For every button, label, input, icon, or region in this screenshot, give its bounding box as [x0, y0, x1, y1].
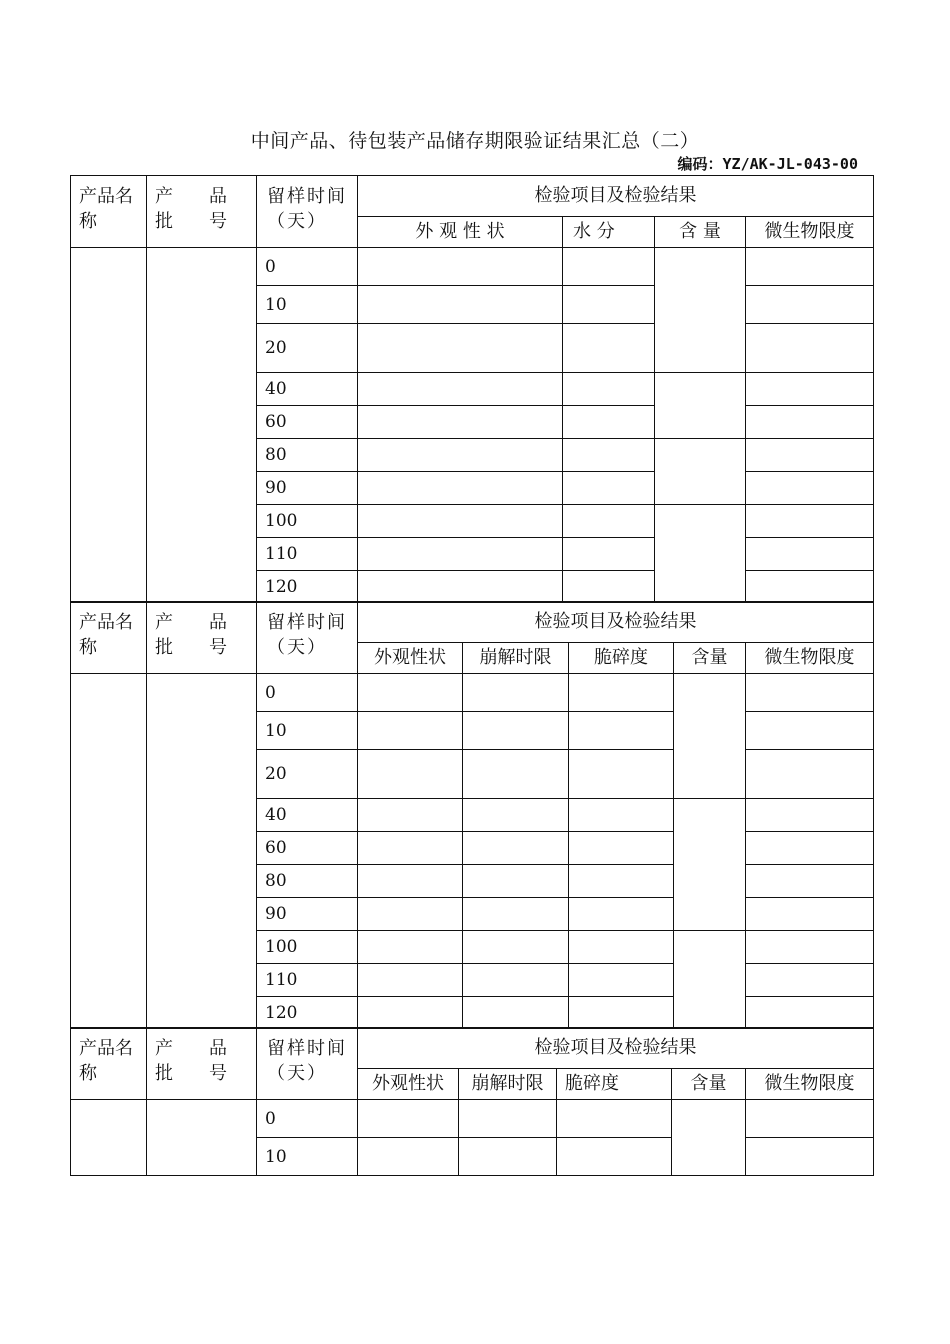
header-friability: 脆碎度: [569, 643, 674, 674]
cell-friability[interactable]: [569, 997, 674, 1029]
cell-microbial[interactable]: [746, 712, 874, 750]
cell-microbial[interactable]: [746, 286, 874, 324]
cell-microbial[interactable]: [746, 898, 874, 931]
header-microbial-limit: 微生物限度: [746, 643, 874, 674]
cell-content[interactable]: [674, 931, 746, 1029]
cell-batch-number[interactable]: [147, 248, 257, 603]
cell-friability[interactable]: [557, 1100, 672, 1138]
cell-appearance[interactable]: [358, 997, 463, 1029]
cell-product-name[interactable]: [71, 1100, 147, 1176]
cell-microbial[interactable]: [746, 1138, 874, 1176]
cell-disintegration[interactable]: [463, 898, 569, 931]
cell-microbial[interactable]: [746, 865, 874, 898]
day-label: 120: [257, 997, 358, 1029]
cell-appearance[interactable]: [358, 1100, 459, 1138]
cell-appearance[interactable]: [358, 931, 463, 964]
header-inspection-group: 检验项目及检验结果: [358, 602, 874, 643]
cell-appearance[interactable]: [358, 571, 563, 603]
cell-microbial[interactable]: [746, 406, 874, 439]
day-label: 10: [257, 286, 358, 324]
header-batch-number: 产 品 批 号: [147, 176, 257, 248]
cell-friability[interactable]: [569, 712, 674, 750]
cell-content[interactable]: [655, 248, 746, 373]
header-retention-time: 留样时间 （天）: [257, 1028, 358, 1100]
header-retention-time: 留样时间 （天）: [257, 602, 358, 674]
cell-appearance[interactable]: [358, 538, 563, 571]
header-inspection-group: 检验项目及检验结果: [358, 176, 874, 217]
cell-microbial[interactable]: [746, 324, 874, 373]
cell-disintegration[interactable]: [463, 997, 569, 1029]
cell-moisture[interactable]: [563, 571, 655, 603]
cell-friability[interactable]: [569, 931, 674, 964]
cell-disintegration[interactable]: [463, 964, 569, 997]
cell-appearance[interactable]: [358, 750, 463, 799]
cell-content[interactable]: [672, 1100, 746, 1176]
cell-moisture[interactable]: [563, 286, 655, 324]
page-title: 中间产品、待包装产品储存期限验证结果汇总（二）: [250, 130, 700, 152]
cell-disintegration[interactable]: [463, 799, 569, 832]
cell-appearance[interactable]: [358, 1138, 459, 1176]
cell-appearance[interactable]: [358, 712, 463, 750]
cell-moisture[interactable]: [563, 439, 655, 472]
cell-microbial[interactable]: [746, 799, 874, 832]
document-code: 编码：YZ/AK-JL-043-00: [677, 155, 858, 173]
cell-disintegration[interactable]: [463, 865, 569, 898]
header-moisture: 水 分: [563, 217, 655, 248]
cell-microbial[interactable]: [746, 248, 874, 286]
day-label: 20: [257, 750, 358, 799]
cell-disintegration[interactable]: [459, 1100, 557, 1138]
header-retention-time: 留样时间 （天）: [257, 176, 358, 248]
cell-product-name[interactable]: [71, 674, 147, 1029]
day-label: 100: [257, 931, 358, 964]
cell-appearance[interactable]: [358, 674, 463, 712]
results-table-3: [70, 1027, 874, 1176]
cell-moisture[interactable]: [563, 248, 655, 286]
cell-batch-number[interactable]: [147, 1100, 257, 1176]
day-label: 0: [257, 1100, 358, 1138]
cell-appearance[interactable]: [358, 799, 463, 832]
header-content: 含量: [674, 643, 746, 674]
cell-microbial[interactable]: [746, 931, 874, 964]
cell-moisture[interactable]: [563, 505, 655, 538]
header-product-name: 产品名 称: [71, 176, 147, 248]
cell-content[interactable]: [674, 799, 746, 931]
cell-appearance[interactable]: [358, 964, 463, 997]
cell-appearance[interactable]: [358, 406, 563, 439]
day-label: 90: [257, 898, 358, 931]
header-content: 含 量: [655, 217, 746, 248]
day-label: 60: [257, 832, 358, 865]
header-appearance: 外 观 性 状: [358, 217, 563, 248]
cell-friability[interactable]: [569, 865, 674, 898]
header-batch-number: 产 品 批 号: [147, 1028, 257, 1100]
header-product-name: 产品名 称: [71, 602, 147, 674]
header-product-name: 产品名 称: [71, 1028, 147, 1100]
cell-appearance[interactable]: [358, 248, 563, 286]
cell-microbial[interactable]: [746, 571, 874, 603]
cell-friability[interactable]: [569, 898, 674, 931]
cell-content[interactable]: [655, 439, 746, 505]
day-label: 80: [257, 439, 358, 472]
header-friability: 脆碎度: [557, 1069, 672, 1100]
day-label: 0: [257, 674, 358, 712]
cell-disintegration[interactable]: [459, 1138, 557, 1176]
cell-content[interactable]: [674, 674, 746, 799]
header-appearance: 外观性状: [358, 1069, 459, 1100]
cell-microbial[interactable]: [746, 750, 874, 799]
cell-friability[interactable]: [569, 799, 674, 832]
cell-friability[interactable]: [569, 750, 674, 799]
cell-moisture[interactable]: [563, 406, 655, 439]
cell-disintegration[interactable]: [463, 832, 569, 865]
header-content: 含量: [672, 1069, 746, 1100]
cell-batch-number[interactable]: [147, 674, 257, 1029]
day-label: 60: [257, 406, 358, 439]
day-label: 100: [257, 505, 358, 538]
cell-microbial[interactable]: [746, 439, 874, 472]
cell-disintegration[interactable]: [463, 674, 569, 712]
cell-friability[interactable]: [569, 964, 674, 997]
cell-content[interactable]: [655, 505, 746, 603]
results-table-1: [70, 175, 874, 603]
header-microbial-limit: 微生物限度: [746, 1069, 874, 1100]
cell-microbial[interactable]: [746, 538, 874, 571]
header-batch-number: 产 品 批 号: [147, 602, 257, 674]
day-label: 40: [257, 799, 358, 832]
cell-moisture[interactable]: [563, 538, 655, 571]
day-label: 80: [257, 865, 358, 898]
cell-friability[interactable]: [557, 1138, 672, 1176]
cell-friability[interactable]: [569, 832, 674, 865]
day-label: 40: [257, 373, 358, 406]
cell-appearance[interactable]: [358, 865, 463, 898]
cell-disintegration[interactable]: [463, 712, 569, 750]
cell-disintegration[interactable]: [463, 750, 569, 799]
day-label: 110: [257, 538, 358, 571]
cell-moisture[interactable]: [563, 373, 655, 406]
results-table-2: [70, 601, 874, 1029]
cell-appearance[interactable]: [358, 439, 563, 472]
cell-appearance[interactable]: [358, 472, 563, 505]
cell-microbial[interactable]: [746, 1100, 874, 1138]
day-label: 110: [257, 964, 358, 997]
header-microbial-limit: 微生物限度: [746, 217, 874, 248]
cell-microbial[interactable]: [746, 964, 874, 997]
cell-content[interactable]: [655, 373, 746, 439]
cell-appearance[interactable]: [358, 832, 463, 865]
cell-appearance[interactable]: [358, 505, 563, 538]
cell-microbial[interactable]: [746, 505, 874, 538]
day-label: 120: [257, 571, 358, 603]
cell-microbial[interactable]: [746, 472, 874, 505]
cell-disintegration[interactable]: [463, 931, 569, 964]
header-disintegration: 崩解时限: [459, 1069, 557, 1100]
cell-microbial[interactable]: [746, 997, 874, 1029]
day-label: 10: [257, 1138, 358, 1176]
cell-friability[interactable]: [569, 674, 674, 712]
cell-moisture[interactable]: [563, 472, 655, 505]
cell-microbial[interactable]: [746, 832, 874, 865]
cell-microbial[interactable]: [746, 674, 874, 712]
header-appearance: 外观性状: [358, 643, 463, 674]
cell-appearance[interactable]: [358, 286, 563, 324]
header-inspection-group: 检验项目及检验结果: [358, 1028, 874, 1069]
day-label: 10: [257, 712, 358, 750]
cell-moisture[interactable]: [563, 324, 655, 373]
day-label: 0: [257, 248, 358, 286]
day-label: 20: [257, 324, 358, 373]
cell-microbial[interactable]: [746, 373, 874, 406]
day-label: 90: [257, 472, 358, 505]
cell-appearance[interactable]: [358, 373, 563, 406]
cell-appearance[interactable]: [358, 324, 563, 373]
cell-appearance[interactable]: [358, 898, 463, 931]
cell-product-name[interactable]: [71, 248, 147, 603]
header-disintegration: 崩解时限: [463, 643, 569, 674]
